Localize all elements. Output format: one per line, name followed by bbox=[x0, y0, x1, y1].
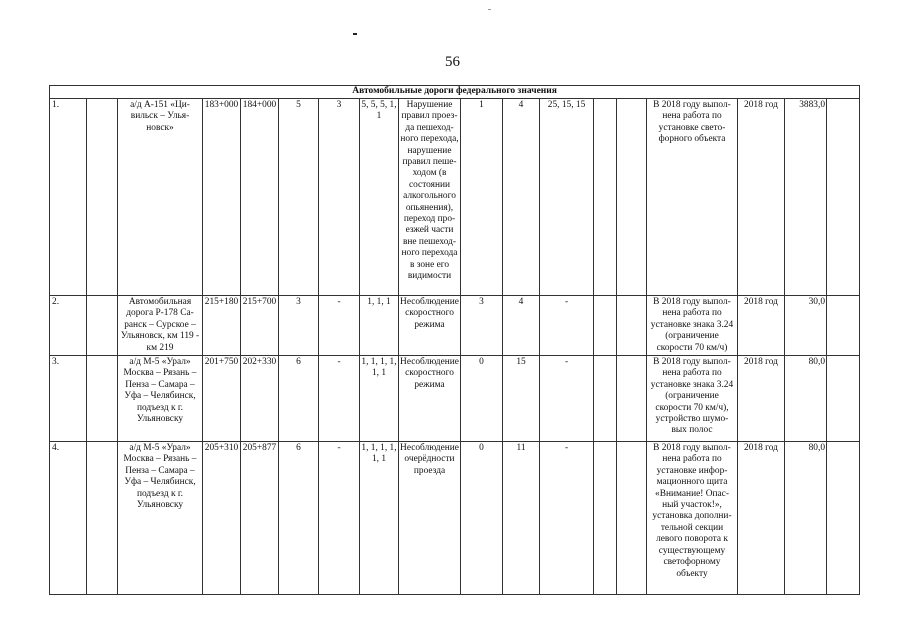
km-end: 202+330 bbox=[241, 356, 279, 442]
col-6-value: - bbox=[319, 296, 360, 356]
cost: 80,0 bbox=[785, 442, 827, 595]
blank-cell bbox=[87, 442, 118, 595]
table-row bbox=[50, 296, 860, 356]
road-name: а/д М-5 «Урал» Москва – Рязань – Пенза – Самара – Уфа – Челябинск, подъезд к г. Ульяновску bbox=[118, 356, 203, 442]
year: 2018 год bbox=[738, 442, 785, 595]
km-start: 215+180 bbox=[203, 296, 241, 356]
col-7-values: 1, 1, 1 bbox=[360, 296, 399, 356]
accident-cause: Несоблюдение скоростного режима bbox=[399, 356, 461, 442]
col-6-value: 3 bbox=[319, 99, 360, 296]
col-17-value bbox=[827, 442, 860, 595]
blank-cell bbox=[87, 356, 118, 442]
accident-cause: Несоблюдение очерёдности проезда bbox=[399, 442, 461, 595]
measures-taken: В 2018 году выпол-нена работа по установке свето-форного объекта bbox=[647, 99, 738, 296]
page-number: 56 bbox=[445, 54, 460, 70]
dtp-count: 6 bbox=[279, 356, 319, 442]
cost: 3883,0 bbox=[785, 99, 827, 296]
col-9-value: 3 bbox=[461, 296, 503, 356]
col-10-value: 11 bbox=[503, 442, 540, 595]
road-name: Автомобильная дорога Р-178 Са-ранск – Сурское – Ульяновск, км 119 - км 219 bbox=[118, 296, 203, 356]
accident-cause: Нарушение правил проез-да пешеход-ного перехода, нарушение правил пеше-ходом (в состоянии алкогольного опьянения), переход про-езжей части вне пешеход-ного перехода в зоне его видимости bbox=[399, 99, 461, 296]
col-12-value bbox=[594, 356, 617, 442]
km-end: 215+700 bbox=[241, 296, 279, 356]
col-13-value bbox=[617, 442, 647, 595]
col-9-value: 0 bbox=[461, 356, 503, 442]
cost: 80,0 bbox=[785, 356, 827, 442]
section-header: Автомобильные дороги федерального значения bbox=[50, 86, 860, 99]
km-start: 205+310 bbox=[203, 442, 241, 595]
col-11-values: - bbox=[540, 296, 594, 356]
col-7-values: 1, 1, 1, 1, 1, 1 bbox=[360, 442, 399, 595]
scan-speck bbox=[488, 9, 491, 10]
col-10-value: 15 bbox=[503, 356, 540, 442]
col-7-values: 1, 1, 1, 1, 1, 1 bbox=[360, 356, 399, 442]
col-17-value bbox=[827, 356, 860, 442]
col-12-value bbox=[594, 296, 617, 356]
col-10-value: 4 bbox=[503, 296, 540, 356]
col-12-value bbox=[594, 99, 617, 296]
year: 2018 год bbox=[738, 99, 785, 296]
col-13-value bbox=[617, 296, 647, 356]
col-7-values: 5, 5, 5, 1, 1 bbox=[360, 99, 399, 296]
col-10-value: 4 bbox=[503, 99, 540, 296]
col-17-value bbox=[827, 296, 860, 356]
road-name: а/д А-151 «Ци-вильск – Улья-новск» bbox=[118, 99, 203, 296]
col-17-value bbox=[827, 99, 860, 296]
measures-taken: В 2018 году выпол-нена работа по установке инфор-мационного щита «Внимание! Опас-ный участок!», установка дополни-тельной секции левого поворота к существующему светофорному объекту bbox=[647, 442, 738, 595]
dtp-count: 5 bbox=[279, 99, 319, 296]
col-11-values: 25, 15, 15 bbox=[540, 99, 594, 296]
col-6-value: - bbox=[319, 356, 360, 442]
table-row bbox=[50, 442, 860, 595]
km-start: 183+000 bbox=[203, 99, 241, 296]
col-9-value: 0 bbox=[461, 442, 503, 595]
blank-cell bbox=[87, 296, 118, 356]
measures-taken: В 2018 году выпол-нена работа по установке знака 3.24 (ограничение скорости 70 км/ч) bbox=[647, 296, 738, 356]
section-header-row bbox=[50, 86, 860, 99]
col-9-value: 1 bbox=[461, 99, 503, 296]
col-13-value bbox=[617, 99, 647, 296]
col-12-value bbox=[594, 442, 617, 595]
dtp-count: 6 bbox=[279, 442, 319, 595]
accident-cause: Несоблюдение скоростного режима bbox=[399, 296, 461, 356]
col-13-value bbox=[617, 356, 647, 442]
dtp-count: 3 bbox=[279, 296, 319, 356]
row-number: 3. bbox=[50, 356, 87, 442]
year: 2018 год bbox=[738, 296, 785, 356]
blank-cell bbox=[87, 99, 118, 296]
year: 2018 год bbox=[738, 356, 785, 442]
table-row bbox=[50, 99, 860, 296]
cost: 30,0 bbox=[785, 296, 827, 356]
row-number: 4. bbox=[50, 442, 87, 595]
row-number: 1. bbox=[50, 99, 87, 296]
measures-taken: В 2018 году выпол-нена работа по установке знака 3.24 (ограничение скорости 70 км/ч), устройство шумо-вых полос bbox=[647, 356, 738, 442]
scan-speck bbox=[353, 33, 357, 35]
km-start: 201+750 bbox=[203, 356, 241, 442]
col-11-values: - bbox=[540, 442, 594, 595]
km-end: 205+877 bbox=[241, 442, 279, 595]
table-row bbox=[50, 356, 860, 442]
col-11-values: - bbox=[540, 356, 594, 442]
km-end: 184+000 bbox=[241, 99, 279, 296]
row-number: 2. bbox=[50, 296, 87, 356]
road-accidents-table bbox=[49, 85, 860, 595]
col-6-value: - bbox=[319, 442, 360, 595]
road-name: а/д М-5 «Урал» Москва – Рязань – Пенза – Самара – Уфа – Челябинск, подъезд к г. Ульяновску bbox=[118, 442, 203, 595]
